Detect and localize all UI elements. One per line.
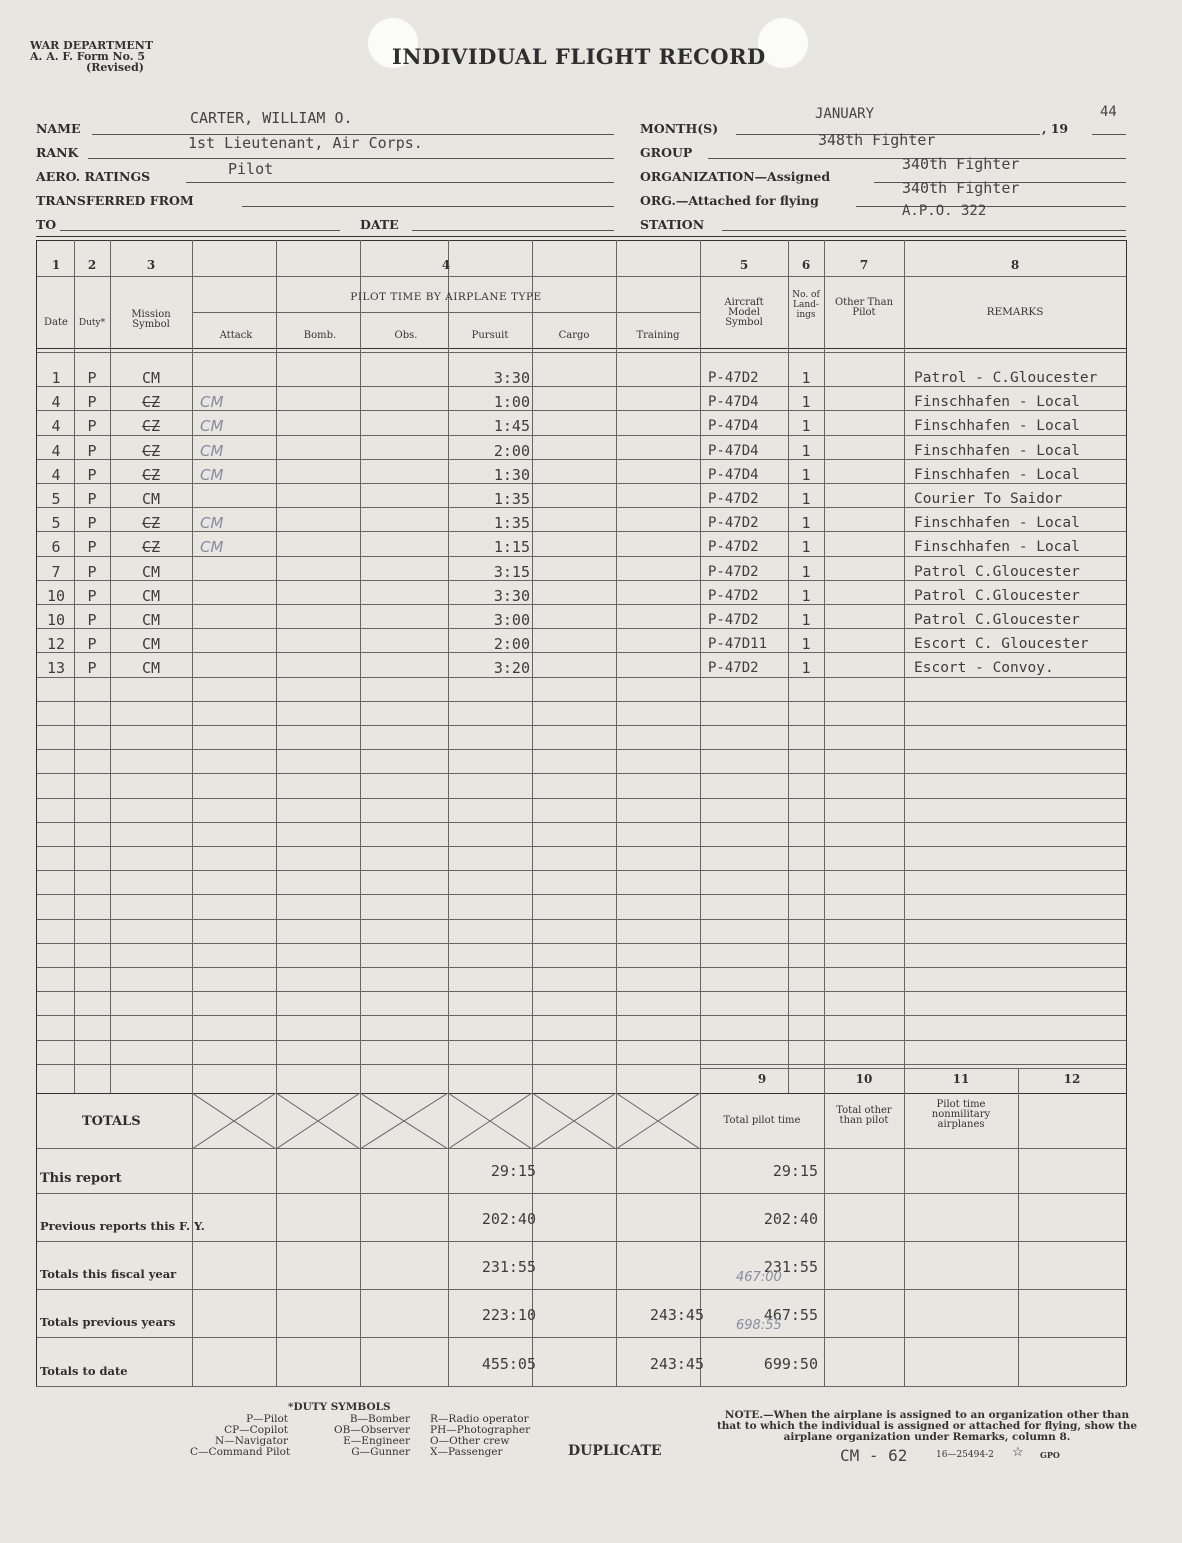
row-landings: 1 <box>801 393 811 411</box>
grid-hline <box>36 894 1126 895</box>
row-pursuit-time: 1:45 <box>493 417 530 435</box>
row-date: 5 <box>51 490 61 508</box>
col-num-10: 10 <box>855 1072 873 1086</box>
row-duty: P <box>87 611 97 629</box>
year-line <box>1092 134 1126 135</box>
row-date: 7 <box>51 563 61 581</box>
row-aircraft: P-47D4 <box>708 443 759 459</box>
row-date: 4 <box>51 393 61 411</box>
row-aircraft: P-47D2 <box>708 515 759 531</box>
grid-hline <box>36 1193 1126 1194</box>
totals-x-marks <box>192 1093 700 1149</box>
col-num-9: 9 <box>757 1072 767 1086</box>
totals-row-label: Totals this fiscal year <box>40 1267 177 1281</box>
landings-col-header: No. of Land- ings <box>792 290 820 320</box>
row-duty: P <box>87 490 97 508</box>
grid-hline <box>36 943 1126 944</box>
duty-symbols-title: *DUTY SYMBOLS <box>288 1401 391 1413</box>
grid-vline <box>1018 1093 1019 1386</box>
total-pilot-header: Total pilot time <box>723 1115 801 1126</box>
grid-hline <box>36 725 1126 726</box>
grid-hline <box>192 312 700 313</box>
totals-total-pilot: 467:55 <box>763 1306 818 1324</box>
row-duty: P <box>87 563 97 581</box>
grid-hline <box>36 1386 1126 1387</box>
row-date: 6 <box>51 538 61 556</box>
grid-vline <box>276 240 277 1093</box>
row-mission-correction: CM <box>200 393 224 411</box>
row-aircraft: P-47D4 <box>708 394 759 410</box>
grid-vline <box>700 1093 701 1386</box>
row-mission-correction: CM <box>200 417 224 435</box>
col-num-3: 3 <box>146 258 156 272</box>
duty-symbols-col1: P—Pilot CP—Copilot N—Navigator C—Command Pilot <box>190 1413 291 1458</box>
row-aircraft: P-47D2 <box>708 660 759 676</box>
row-remarks: Escort C. Gloucester <box>914 636 1089 652</box>
aero-line <box>186 182 614 183</box>
row-duty: P <box>87 635 97 653</box>
row-remarks: Courier To Saidor <box>914 491 1063 507</box>
row-pursuit-time: 3:00 <box>493 611 530 629</box>
row-mission-symbol: CM <box>141 611 161 629</box>
duty-symbols-col2: B—Bomber OB—Observer E—Engineer G—Gunner <box>334 1413 410 1458</box>
transferred-line <box>242 206 614 207</box>
month-value: JANUARY <box>815 106 875 122</box>
row-duty: P <box>87 393 97 411</box>
bomb-col-header: Bomb. <box>303 330 337 341</box>
totals-row-label: This report <box>40 1171 122 1186</box>
col-num-12: 12 <box>1063 1072 1081 1086</box>
row-mission-symbol: CM <box>141 369 161 387</box>
row-mission-symbol: CM <box>141 587 161 605</box>
row-date: 10 <box>46 587 66 605</box>
grid-hline <box>36 1289 1126 1290</box>
totals-pursuit: 231:55 <box>481 1258 536 1276</box>
name-value: CARTER, WILLIAM O. <box>190 109 353 127</box>
gpo-mark: GPO <box>1040 1450 1060 1460</box>
grid-vline <box>824 240 825 1093</box>
row-landings: 1 <box>801 369 811 387</box>
pilot-time-header: PILOT TIME BY AIRPLANE TYPE <box>350 291 542 303</box>
row-remarks: Finschhafen - Local <box>914 394 1080 410</box>
row-remarks: Finschhafen - Local <box>914 539 1080 555</box>
col-num-2: 2 <box>87 258 97 272</box>
row-landings: 1 <box>801 563 811 581</box>
row-mission-symbol: CM <box>141 563 161 581</box>
row-mission-correction: CM <box>200 442 224 460</box>
row-landings: 1 <box>801 659 811 677</box>
row-landings: 1 <box>801 587 811 605</box>
grid-hline <box>36 967 1126 968</box>
date-label: DATE <box>360 217 399 232</box>
rank-value: 1st Lieutenant, Air Corps. <box>188 134 423 152</box>
row-duty: P <box>87 466 97 484</box>
row-aircraft: P-47D2 <box>708 612 759 628</box>
group-label: GROUP <box>640 145 693 160</box>
dept-line: WAR DEPARTMENT <box>30 39 154 52</box>
col-num-1: 1 <box>51 258 61 272</box>
row-remarks: Finschhafen - Local <box>914 418 1080 434</box>
row-remarks: Patrol C.Gloucester <box>914 564 1080 580</box>
row-remarks: Finschhafen - Local <box>914 443 1080 459</box>
grid-vline <box>616 240 617 1093</box>
transferred-label: TRANSFERRED FROM <box>36 193 194 208</box>
grid-vline <box>824 1093 825 1386</box>
org-attached-line <box>856 206 1126 207</box>
row-date: 5 <box>51 514 61 532</box>
totals-total-pilot: 29:15 <box>772 1162 818 1180</box>
print-code: 16—25494-2 <box>936 1450 994 1460</box>
row-aircraft: P-47D4 <box>708 418 759 434</box>
row-date: 13 <box>46 659 66 677</box>
station-label: STATION <box>640 217 705 232</box>
row-pursuit-time: 2:00 <box>493 442 530 460</box>
row-mission-symbol: CZ <box>141 442 161 460</box>
row-landings: 1 <box>801 466 811 484</box>
row-mission-symbol: CZ <box>141 417 161 435</box>
obs-col-header: Obs. <box>394 330 418 341</box>
org-attached-value: 340th Fighter <box>902 179 1020 197</box>
row-remarks: Patrol C.Gloucester <box>914 612 1080 628</box>
row-landings: 1 <box>801 490 811 508</box>
row-duty: P <box>87 369 97 387</box>
row-mission-symbol: CZ <box>141 538 161 556</box>
col-num-6: 6 <box>801 258 811 272</box>
row-pursuit-time: 2:00 <box>493 635 530 653</box>
totals-pursuit: 455:05 <box>481 1355 536 1373</box>
training-col-header: Training <box>636 330 680 341</box>
months-label: MONTH(S) <box>640 121 719 136</box>
row-aircraft: P-47D2 <box>708 564 759 580</box>
col-num-4: 4 <box>441 258 451 272</box>
totals-row-label: Totals to date <box>40 1364 128 1378</box>
row-date: 1 <box>51 369 61 387</box>
row-mission-symbol: CZ <box>141 393 161 411</box>
row-date: 4 <box>51 417 61 435</box>
attack-col-header: Attack <box>219 330 253 341</box>
row-duty: P <box>87 442 97 460</box>
row-date: 10 <box>46 611 66 629</box>
totals-pursuit: 29:15 <box>490 1162 536 1180</box>
name-label: NAME <box>36 121 81 136</box>
row-aircraft: P-47D2 <box>708 370 759 386</box>
other-col-header: Other Than Pilot <box>834 297 894 318</box>
row-pursuit-time: 3:30 <box>493 587 530 605</box>
year-label: , 19 <box>1042 121 1069 136</box>
row-landings: 1 <box>801 442 811 460</box>
row-remarks: Patrol - C.Gloucester <box>914 370 1098 386</box>
row-aircraft: P-47D11 <box>708 636 768 652</box>
grid-vline <box>904 1093 905 1386</box>
totals-row-label: Previous reports this F. Y. <box>40 1219 205 1233</box>
grid-hline <box>36 1015 1126 1016</box>
row-date: 4 <box>51 442 61 460</box>
totals-pursuit: 223:10 <box>481 1306 536 1324</box>
grid-hline <box>36 846 1126 847</box>
year-value: 44 <box>1100 104 1117 120</box>
totals-row-label: Totals previous years <box>40 1315 176 1329</box>
row-remarks: Finschhafen - Local <box>914 515 1080 531</box>
row-duty: P <box>87 417 97 435</box>
date-line <box>412 230 614 231</box>
totals-total-pilot: 231:55 <box>763 1258 818 1276</box>
grid-vline <box>904 240 905 1093</box>
totals-total-pilot: 699:50 <box>763 1355 818 1373</box>
rank-label: RANK <box>36 145 79 160</box>
org-attached-label: ORG.—Attached for flying <box>640 193 819 208</box>
row-landings: 1 <box>801 514 811 532</box>
duty-col-header: Duty* <box>78 318 106 328</box>
row-aircraft: P-47D2 <box>708 491 759 507</box>
to-label: TO <box>36 217 57 232</box>
grid-hline <box>36 352 1126 353</box>
row-duty: P <box>87 514 97 532</box>
totals-pursuit: 202:40 <box>481 1210 536 1228</box>
row-duty: P <box>87 659 97 677</box>
row-pursuit-time: 3:20 <box>493 659 530 677</box>
grid-hline <box>36 773 1126 774</box>
mission-col-header: Mission Symbol <box>131 309 171 330</box>
row-mission-symbol: CM <box>141 490 161 508</box>
grid-hline <box>36 1337 1126 1338</box>
row-landings: 1 <box>801 417 811 435</box>
form-department <box>30 40 153 73</box>
row-mission-symbol: CM <box>141 635 161 653</box>
row-mission-correction: CM <box>200 514 224 532</box>
station-line <box>722 230 1126 231</box>
total-other-header: Total other than pilot <box>836 1105 892 1126</box>
grid-hline <box>36 236 1126 237</box>
row-date: 12 <box>46 635 66 653</box>
row-duty: P <box>87 538 97 556</box>
grid-hline <box>36 348 1126 349</box>
totals-training: 243:45 <box>649 1355 704 1373</box>
row-remarks: Patrol C.Gloucester <box>914 588 1080 604</box>
grid-vline <box>192 240 193 1093</box>
grid-hline <box>36 919 1126 920</box>
row-remarks: Finschhafen - Local <box>914 467 1080 483</box>
row-pursuit-time: 1:15 <box>493 538 530 556</box>
totals-handwritten-correction: 698:55 <box>736 1318 782 1333</box>
aircraft-col-header: Aircraft Model Symbol <box>724 297 764 328</box>
grid-vline <box>360 240 361 1093</box>
star-icon: ☆ <box>1012 1445 1024 1460</box>
totals-training: 243:45 <box>649 1306 704 1324</box>
row-mission-symbol: CZ <box>141 514 161 532</box>
grid-hline <box>36 822 1126 823</box>
grid-hline <box>36 276 1126 277</box>
row-pursuit-time: 1:35 <box>493 490 530 508</box>
form-number: A. A. F. Form No. 5 <box>30 50 146 63</box>
remarks-col-header: REMARKS <box>986 306 1044 318</box>
col-num-8: 8 <box>1010 258 1020 272</box>
grid-hline <box>36 749 1126 750</box>
row-aircraft: P-47D2 <box>708 539 759 555</box>
row-mission-symbol: CM <box>141 659 161 677</box>
grid-vline <box>1126 1093 1127 1386</box>
revised-note: (Revised) <box>86 61 145 74</box>
grid-hline <box>36 870 1126 871</box>
date-col-header: Date <box>44 317 68 328</box>
rank-line <box>88 158 614 159</box>
totals-handwritten-correction: 467:00 <box>736 1270 782 1285</box>
totals-total-pilot: 202:40 <box>763 1210 818 1228</box>
grid-vline <box>532 240 533 1093</box>
grid-vline <box>36 1093 37 1386</box>
row-aircraft: P-47D2 <box>708 588 759 604</box>
col-num-11: 11 <box>952 1072 970 1086</box>
row-mission-correction: CM <box>200 538 224 556</box>
grid-hline <box>36 701 1126 702</box>
row-mission-correction: CM <box>200 466 224 484</box>
duplicate-mark: DUPLICATE <box>568 1443 662 1459</box>
pursuit-col-header: Pursuit <box>471 330 509 341</box>
stamp-code: CM - 62 <box>840 1446 908 1465</box>
grid-hline <box>36 991 1126 992</box>
row-landings: 1 <box>801 635 811 653</box>
grid-hline <box>36 1241 1126 1242</box>
row-date: 4 <box>51 466 61 484</box>
row-pursuit-time: 3:15 <box>493 563 530 581</box>
row-pursuit-time: 1:00 <box>493 393 530 411</box>
org-assigned-label: ORGANIZATION—Assigned <box>640 169 831 184</box>
col-num-7: 7 <box>859 258 869 272</box>
grid-vline <box>1126 240 1127 1093</box>
org-assigned-value: 340th Fighter <box>902 155 1020 173</box>
group-value: 348th Fighter <box>818 131 936 149</box>
to-line <box>60 230 340 231</box>
grid-vline <box>700 240 701 1093</box>
grid-hline <box>36 240 1126 241</box>
grid-vline <box>36 240 37 1093</box>
row-duty: P <box>87 587 97 605</box>
row-aircraft: P-47D4 <box>708 467 759 483</box>
row-pursuit-time: 3:30 <box>493 369 530 387</box>
grid-hline <box>700 1068 1126 1069</box>
nonmilitary-header: Pilot time nonmilitary airplanes <box>931 1099 991 1130</box>
form-title: INDIVIDUAL FLIGHT RECORD <box>392 44 766 69</box>
grid-hline <box>36 1040 1126 1041</box>
row-landings: 1 <box>801 538 811 556</box>
footer-note: NOTE.—When the airplane is assigned to an organization other than that to which the individual is assigned or attached for flying, show the airplane organization under Remarks, column 8. <box>716 1409 1138 1443</box>
row-remarks: Escort - Convoy. <box>914 660 1054 676</box>
aero-label: AERO. RATINGS <box>36 169 151 184</box>
row-pursuit-time: 1:35 <box>493 514 530 532</box>
row-landings: 1 <box>801 611 811 629</box>
duty-symbols-col3: R—Radio operator PH—Photographer O—Other crew X—Passenger <box>430 1413 531 1458</box>
totals-heading: TOTALS <box>82 1114 141 1129</box>
row-mission-symbol: CZ <box>141 466 161 484</box>
aero-value: Pilot <box>228 160 274 178</box>
row-pursuit-time: 1:30 <box>493 466 530 484</box>
col-num-5: 5 <box>739 258 749 272</box>
grid-hline <box>36 1064 1126 1065</box>
station-value: A.P.O. 322 <box>902 203 987 219</box>
grid-hline <box>36 798 1126 799</box>
cargo-col-header: Cargo <box>558 330 590 341</box>
